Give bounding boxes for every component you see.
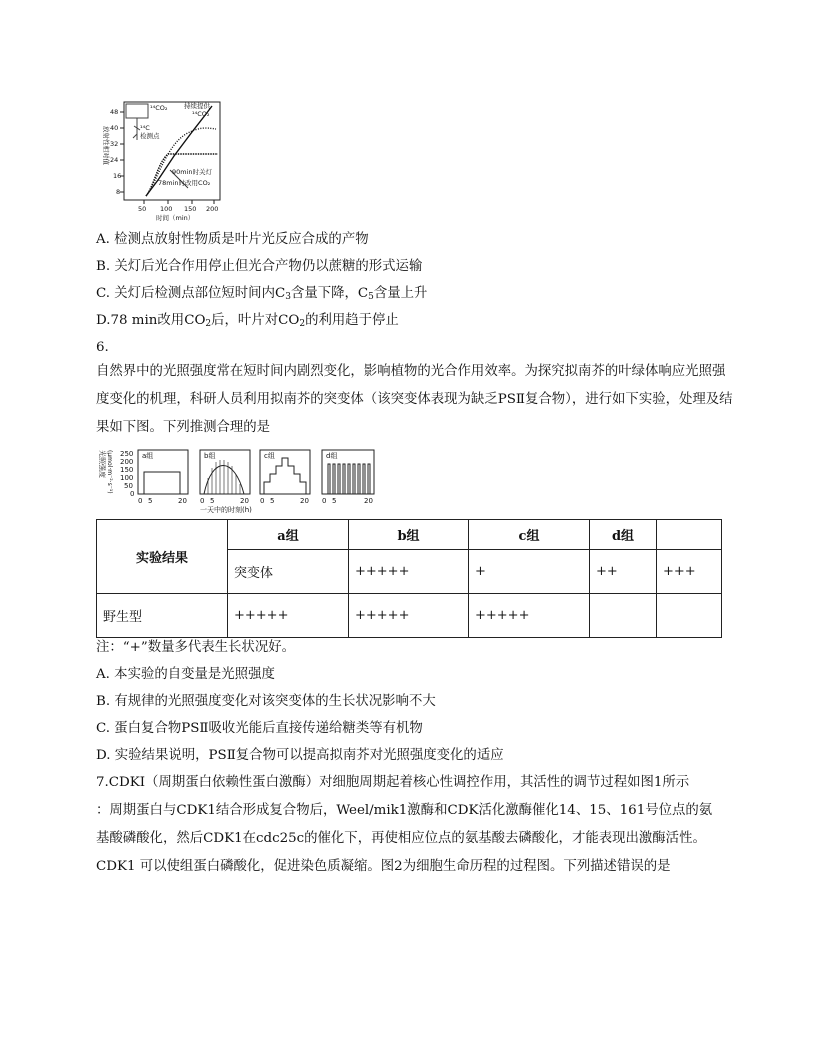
table-cell: +++++	[469, 594, 590, 638]
fig-xlabel: 一天中的时刻(h)	[200, 506, 252, 514]
fig-ytick: 50	[124, 482, 133, 490]
table-cell	[590, 594, 657, 638]
q5-option-d: D.78 min改用$CO_2$后，叶片对$CO_2$的利用趋于停止	[96, 313, 399, 329]
fig-ytick: 100	[120, 474, 134, 482]
table-header-cell: c组	[469, 520, 590, 550]
q5-option-b: B. 关灯后光合作用停止但光合产物仍以蔗糖的形式运输	[96, 259, 423, 274]
y-tick: 24	[110, 156, 119, 164]
table-cell: +++++	[228, 594, 349, 638]
fig-xtick: 5	[332, 497, 337, 505]
fig-xtick: 0	[260, 497, 265, 505]
q6-stem: 自然界中的光照强度常在短时间内剧烈变化，影响植物的光合作用效率。为探究拟南芥的叶绿体响应光照强度变化的机理，科研人员利用拟南芥的突变体（该突变体表现为缺乏PSⅡ复合物），进行如下实验，处理及结果如下图。下列推测合理的是	[96, 364, 733, 435]
label-continue: 持续提供	[184, 102, 210, 110]
label-change-co2: 78min时改用CO₂	[158, 179, 211, 187]
label-point-1: ¹⁴C	[140, 124, 150, 132]
table-header-cell: 实验结果	[97, 520, 228, 594]
q7-line-4: CDK1 可以使组蛋白磷酸化，促进染色质凝缩。图2为细胞生命历程的过程图。下列描述错误的是	[96, 859, 671, 874]
q6-option-c: C. 蛋白复合物PSⅡ吸收光能后直接传递给糖类等有机物	[96, 721, 423, 736]
y-tick: 32	[110, 140, 119, 148]
q7-line-3: 基酸磷酸化，然后CDK1在cdc25c的催化下，再使相应位点的氨基酸去磷酸化，才能表现出激酶活性。	[96, 831, 706, 846]
q6-option-b: B. 有规律的光照强度变化对该突变体的生长状况影响不大	[96, 694, 436, 709]
table-cell: 突变体	[228, 550, 349, 594]
fig-ytick: 250	[120, 450, 134, 458]
q6-figure	[96, 446, 386, 516]
fig-ytick: 200	[120, 458, 134, 466]
panel-c-label: c组	[264, 452, 275, 460]
q6-option-d: D. 实验结果说明，PSⅡ复合物可以提高拟南芥对光照强度变化的适应	[96, 748, 504, 763]
table-cell: ++	[590, 550, 657, 594]
table-cell: +++	[657, 550, 722, 594]
fig-ylabel: 光照强度	[98, 450, 106, 478]
table-header-cell: b组	[349, 520, 469, 550]
q6-option-a: A. 本实验的自变量是光照强度	[96, 667, 275, 682]
label-continue-2: ¹⁴CO₂	[192, 110, 210, 118]
x-tick: 150	[184, 205, 197, 213]
fig-xtick: 0	[322, 497, 327, 505]
panel-b-label: b组	[204, 452, 216, 460]
q7-line-1: 7.CDKI（周期蛋白依赖性蛋白激酶）对细胞周期起着核心性调控作用，其活性的调节过程如图1所示	[96, 775, 690, 790]
fig-xtick: 0	[138, 497, 143, 505]
y-tick: 16	[113, 172, 122, 180]
table-header-cell: a组	[228, 520, 349, 550]
x-tick: 100	[160, 205, 173, 213]
y-axis-label: 放射性相对值	[102, 126, 110, 165]
table-header-cell	[657, 520, 722, 550]
y-tick: 40	[110, 124, 119, 132]
fig-xtick: 20	[178, 497, 187, 505]
table-cell	[657, 594, 722, 638]
fig-xtick: 5	[210, 497, 215, 505]
fig-yunit: (μmol·m⁻²·s⁻¹)	[106, 450, 113, 494]
fig-xtick: 5	[148, 497, 153, 505]
x-tick: 200	[206, 205, 219, 213]
q7-line-2: ：周期蛋白与CDK1结合形成复合物后，Weel/mik1激酶和CDK活化激酶催化14、15、161号位点的氨	[96, 803, 713, 818]
x-axis-label: 时间（min）	[156, 214, 195, 222]
q5-option-c: C. 关灯后检测点部位短时间内$C_3$含量下降，$C_5$含量上升	[96, 286, 428, 302]
fig-xtick: 20	[300, 497, 309, 505]
table-cell: +	[469, 550, 590, 594]
q6-number: 6.	[96, 340, 109, 355]
label-point-2: 检测点	[140, 132, 160, 140]
table-cell: 野生型	[97, 594, 228, 638]
fig-xtick: 0	[200, 497, 205, 505]
q6-note: 注：“+”数量多代表生长状况好。	[96, 640, 295, 655]
table-header-cell: d组	[590, 520, 657, 550]
label-co2: ¹⁴CO₂	[150, 104, 168, 112]
fig-ytick: 150	[120, 466, 134, 474]
y-tick: 8	[116, 188, 121, 196]
table-header-row	[97, 520, 722, 550]
fig-xtick: 5	[270, 497, 275, 505]
table-cell: +++++	[349, 550, 469, 594]
table-row	[97, 594, 722, 638]
fig-ytick: 0	[130, 490, 135, 498]
fig-xtick: 20	[364, 497, 373, 505]
panel-d-label: d组	[326, 452, 338, 460]
table-cell: +++++	[349, 594, 469, 638]
q5-figure	[96, 96, 236, 222]
q5-option-a: A. 检测点放射性物质是叶片光反应合成的产物	[96, 232, 369, 247]
fig-xtick: 20	[240, 497, 249, 505]
y-tick: 48	[110, 108, 119, 116]
label-lights-off: 90min时关灯	[172, 168, 213, 176]
panel-a-label: a组	[142, 452, 154, 460]
q6-results-table	[96, 519, 722, 638]
x-tick: 50	[138, 205, 147, 213]
